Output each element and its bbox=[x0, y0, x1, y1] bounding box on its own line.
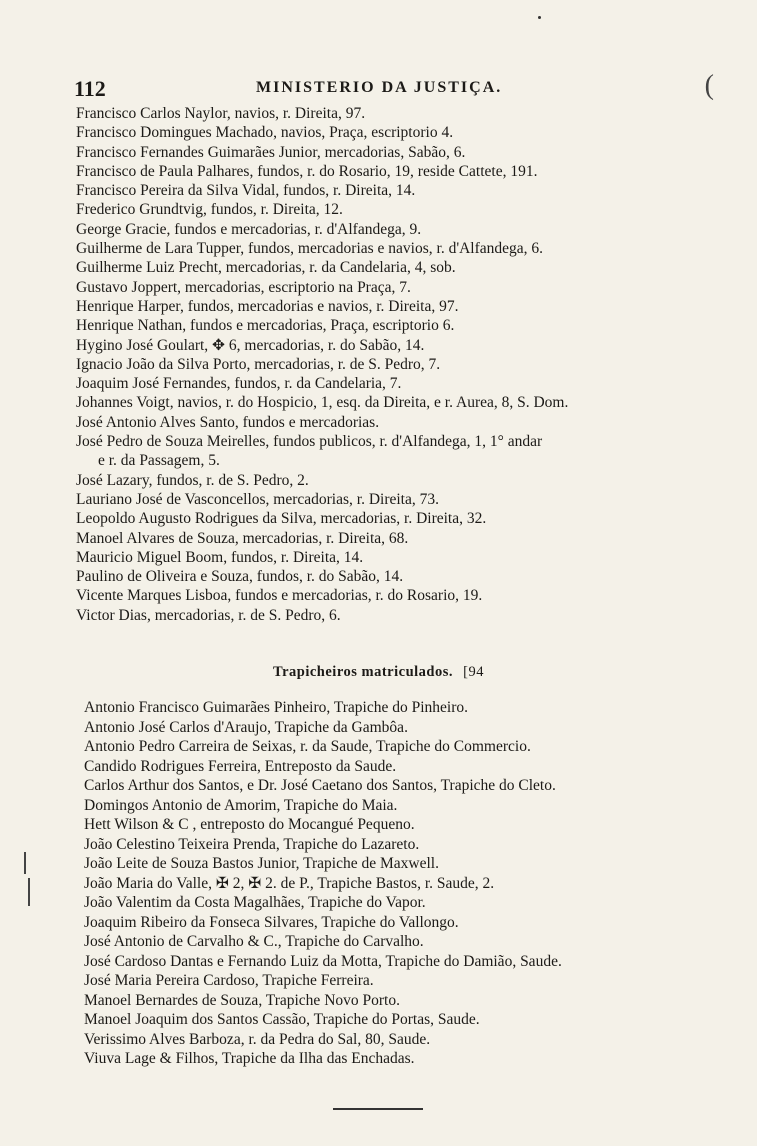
list-item: Verissimo Alves Barboza, r. da Pedra do Sal, 80, Saude. bbox=[84, 1030, 431, 1048]
margin-mark: ( bbox=[704, 70, 714, 101]
list-item: José Maria Pereira Cardoso, Trapiche Ferreira. bbox=[84, 972, 374, 989]
list-item: Hygino José Goulart, ✥ 6, mercadorias, r. do Sabão, 14. bbox=[76, 336, 425, 354]
list-item: Domingos Antonio de Amorim, Trapiche do Maia. bbox=[84, 796, 398, 814]
list-item: José Cardoso Dantas e Fernando Luiz da Motta, Trapiche do Damião, Saude. bbox=[84, 952, 562, 970]
list-item: Henrique Nathan, fundos e mercadorias, Praça, escriptorio 6. bbox=[76, 317, 455, 335]
list-item: Hett Wilson & C , entreposto do Mocangué Pequeno. bbox=[84, 816, 415, 833]
list-item: Mauricio Miguel Boom, fundos, r. Direita, 14. bbox=[76, 548, 364, 566]
list-item: José Lazary, fundos, r. de S. Pedro, 2. bbox=[76, 471, 309, 489]
list-item: Ignacio João da Silva Porto, mercadorias, r. de S. Pedro, 7. bbox=[76, 355, 441, 373]
page-header bbox=[74, 70, 714, 102]
list-item: Vicente Marques Lisboa, fundos e mercadorias, r. do Rosario, 19. bbox=[76, 587, 483, 605]
list-item: Henrique Harper, fundos, mercadorias e navios, r. Direita, 97. bbox=[76, 297, 459, 315]
list-item: José Antonio Alves Santo, fundos e mercadorias. bbox=[76, 413, 380, 431]
list-item: Francisco Pereira da Silva Vidal, fundos, r. Direita, 14. bbox=[76, 182, 416, 200]
list-item: Gustavo Joppert, mercadorias, escriptorio na Praça, 7. bbox=[76, 278, 411, 296]
merchant-list bbox=[76, 104, 716, 625]
list-item: Johannes Voigt, navios, r. do Hospicio, 1, esq. da Direita, e r. Aurea, 8, S. Dom. bbox=[76, 394, 569, 412]
list-item: Antonio Francisco Guimarães Pinheiro, Trapiche do Pinheiro. bbox=[84, 699, 469, 716]
list-item-wrapped bbox=[76, 432, 716, 471]
section-title-text: Trapicheiros matriculados. bbox=[273, 664, 454, 680]
list-item: Manoel Alvares de Souza, mercadorias, r. Direita, 68. bbox=[76, 529, 409, 547]
closing-rule bbox=[333, 1108, 423, 1110]
list-item: Joaquim Ribeiro da Fonseca Silvares, Trapiche do Vallongo. bbox=[84, 913, 459, 931]
list-item: Antonio José Carlos d'Araujo, Trapiche da Gambôa. bbox=[84, 718, 408, 736]
running-title: MINISTERIO DA JUSTIÇA. bbox=[256, 79, 503, 96]
list-item: João Valentim da Costa Magalhães, Trapiche do Vapor. bbox=[84, 894, 426, 911]
page-number: 112 bbox=[74, 76, 106, 101]
trapicheiro-list bbox=[84, 698, 724, 1069]
list-item-line: José Pedro de Souza Meirelles, fundos publicos, r. d'Alfandega, 1, 1° andar bbox=[76, 433, 543, 451]
list-item: Victor Dias, mercadorias, r. de S. Pedro, 6. bbox=[76, 606, 341, 624]
list-item: Frederico Grundtvig, fundos, r. Direita, 12. bbox=[76, 201, 343, 219]
list-item: Leopoldo Augusto Rodrigues da Silva, mercadorias, r. Direita, 32. bbox=[76, 510, 487, 528]
list-item: João Celestino Teixeira Prenda, Trapiche do Lazareto. bbox=[84, 835, 420, 853]
ink-speck bbox=[538, 16, 541, 19]
list-item: Carlos Arthur dos Santos, e Dr. José Caetano dos Santos, Trapiche do Cleto. bbox=[84, 777, 556, 794]
list-item: Francisco de Paula Palhares, fundos, r. do Rosario, 19, reside Cattete, 191. bbox=[76, 162, 538, 180]
list-item: George Gracie, fundos e mercadorias, r. d'Alfandega, 9. bbox=[76, 220, 422, 238]
margin-bracket-mark bbox=[10, 852, 36, 912]
list-item: Paulino de Oliveira e Souza, fundos, r. do Sabão, 14. bbox=[76, 568, 404, 586]
list-item: Manoel Joaquim dos Santos Cassão, Trapiche do Portas, Saude. bbox=[84, 1011, 480, 1028]
list-item: Francisco Carlos Naylor, navios, r. Direita, 97. bbox=[76, 105, 366, 122]
section-title bbox=[0, 664, 757, 681]
list-item: José Antonio de Carvalho & C., Trapiche do Carvalho. bbox=[84, 933, 424, 950]
list-item: Guilherme Luiz Precht, mercadorias, r. da Candelaria, 4, sob. bbox=[76, 259, 456, 277]
list-item: Guilherme de Lara Tupper, fundos, mercadorias e navios, r. d'Alfandega, 6. bbox=[76, 240, 544, 258]
list-item: Lauriano José de Vasconcellos, mercadorias, r. Direita, 73. bbox=[76, 490, 439, 508]
list-item: Antonio Pedro Carreira de Seixas, r. da Saude, Trapiche do Commercio. bbox=[84, 738, 531, 755]
list-item: Viuva Lage & Filhos, Trapiche da Ilha das Enchadas. bbox=[84, 1050, 415, 1067]
list-item: Manoel Bernardes de Souza, Trapiche Novo Porto. bbox=[84, 991, 400, 1009]
list-item-continuation: e r. da Passagem, 5. bbox=[98, 452, 220, 470]
list-item: João Leite de Souza Bastos Junior, Trapiche de Maxwell. bbox=[84, 855, 439, 872]
list-item: Candido Rodrigues Ferreira, Entreposto da Saude. bbox=[84, 757, 397, 775]
list-item: Francisco Fernandes Guimarães Junior, mercadorias, Sabão, 6. bbox=[76, 143, 466, 161]
list-item: Francisco Domingues Machado, navios, Praça, escriptorio 4. bbox=[76, 124, 454, 142]
list-item: Joaquim José Fernandes, fundos, r. da Candelaria, 7. bbox=[76, 375, 402, 393]
list-item: João Maria do Valle, ✠ 2, ✠ 2. de P., Trapiche Bastos, r. Saude, 2. bbox=[84, 874, 495, 892]
section-count: [94 bbox=[463, 664, 484, 680]
